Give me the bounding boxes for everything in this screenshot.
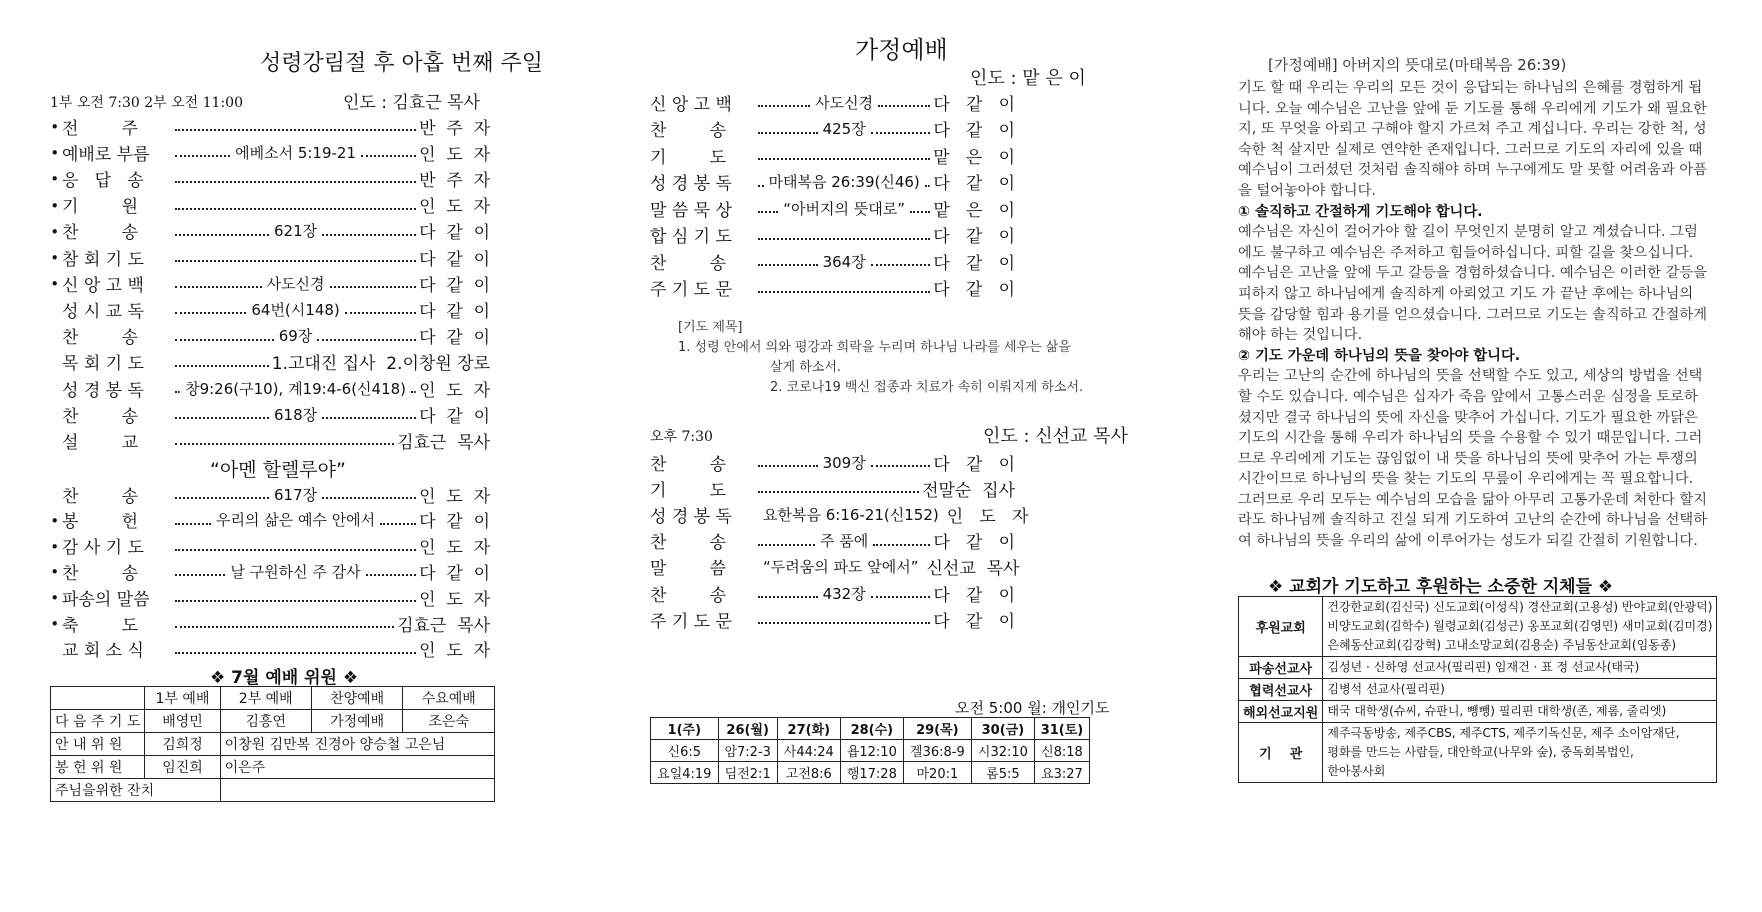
dot-leader — [910, 211, 930, 213]
dot-leader — [758, 544, 815, 546]
calendar-day: 31(토) — [1034, 718, 1089, 740]
item-label: 찬 송 — [62, 406, 139, 427]
item-detail: 432장 — [822, 584, 866, 603]
item-label: 신 앙 고 백 — [650, 94, 732, 115]
item-label: 합 심 기 도 — [650, 227, 732, 247]
support-list — [1323, 597, 1717, 657]
table-cell: 주님을위한 잔치 — [51, 779, 221, 802]
order-item — [50, 269, 490, 297]
calendar-verse: 암7:2-3 — [718, 740, 777, 762]
dot-leader — [758, 132, 818, 134]
service-times: 1부 오전 7:30 2부 오전 11:00 — [50, 95, 243, 111]
calendar-verse: 사44:24 — [777, 740, 840, 762]
subheading: ② 기도 가운데 하나님의 뜻을 찾아야 합니다. — [1238, 347, 1521, 364]
item-role: 신선교 목사 — [926, 559, 1020, 580]
item-label: 신 앙 고 백 — [62, 275, 144, 296]
order-item — [50, 374, 490, 402]
calendar-day: 29(목) — [903, 718, 971, 740]
dot-leader — [317, 339, 416, 341]
table-row — [651, 740, 1090, 762]
table-row — [51, 779, 495, 802]
calendar-verse: 시32:10 — [971, 740, 1034, 762]
support-line: 비양도교회(김학수) 월령교회(김성근) 옹포교회(김영민) 새미교회(김미경) — [1327, 619, 1713, 633]
dot-leader — [175, 208, 416, 210]
item-detail: 우리의 삶은 예수 안에서 — [215, 511, 376, 530]
support-category: 후원교회 — [1239, 597, 1323, 657]
item-label: 기 도 — [650, 480, 727, 501]
dot-leader — [175, 523, 211, 525]
item-detail: “아버지의 뜻대로” — [783, 199, 906, 218]
dot-leader — [175, 391, 180, 393]
item-role: 맡 은 이 — [933, 147, 1015, 168]
order-item — [50, 138, 490, 166]
order-item — [650, 500, 1029, 528]
item-label: 목 회 기 도 — [62, 354, 144, 375]
dot-leader — [758, 622, 930, 624]
calendar-verse: 요3:27 — [1034, 762, 1089, 784]
item-role: 인 도 자 — [419, 144, 490, 165]
table-row — [1239, 597, 1717, 657]
support-list — [1323, 679, 1717, 701]
item-role: 다 같 이 — [933, 533, 1016, 554]
dot-leader — [175, 129, 416, 131]
dot-leader — [175, 549, 416, 551]
item-role: 다 같 이 — [933, 253, 1016, 274]
order-item — [650, 474, 1015, 502]
calendar-verse: 신6:5 — [651, 740, 719, 762]
item-label: 성 경 봉 독 — [650, 506, 732, 527]
table-row — [651, 762, 1090, 784]
item-label: 찬 송 — [650, 454, 727, 475]
item-role: 반 주 자 — [419, 118, 490, 139]
table-row — [1239, 701, 1717, 723]
item-role: 다 같 이 — [933, 121, 1016, 141]
support-line: 건강한교회(김신국) 신도교회(이성식) 경산교회(고용성) 반야교회(안광덕) — [1327, 600, 1713, 614]
order-item — [650, 448, 1015, 476]
item-role: 다 같 이 — [419, 223, 491, 244]
order-item — [50, 112, 490, 140]
order-item — [50, 557, 490, 585]
table-cell: 김흥연 — [220, 710, 311, 733]
standing-mark: ∙ — [50, 195, 60, 214]
item-label: 찬 송 — [62, 486, 139, 507]
item-label: 예배로 부름 — [62, 144, 150, 165]
dot-leader — [175, 234, 269, 236]
item-label: 찬 송 — [62, 563, 139, 584]
dot-leader — [871, 596, 931, 598]
dot-leader — [175, 312, 246, 314]
order-item — [50, 322, 490, 350]
prayer-title: [기도 제목] — [678, 320, 743, 335]
item-role: 반 주 자 — [419, 170, 490, 191]
item-role: 인 도 자 — [419, 641, 490, 662]
committee-table — [50, 686, 495, 802]
dot-leader — [758, 264, 818, 266]
item-role: 다 같 이 — [419, 406, 491, 427]
item-label: 교 회 소 식 — [62, 641, 144, 662]
order-item — [50, 426, 490, 454]
dot-leader — [345, 312, 416, 314]
item-detail: 64번(시148) — [251, 300, 340, 319]
evening-service-time: 오후 7:30 — [650, 429, 713, 445]
dot-leader — [925, 185, 931, 187]
dot-leader — [871, 132, 931, 134]
item-detail: 425장 — [822, 120, 866, 138]
support-category: 해외선교지원 — [1239, 701, 1323, 723]
item-label: 찬 송 — [62, 328, 139, 349]
support-category: 기 관 — [1239, 723, 1323, 783]
dawn-prayer-label: 오전 5:00 월: 개인기도 — [955, 699, 1110, 717]
dot-leader — [758, 238, 930, 240]
table-row — [51, 733, 495, 756]
item-role: 전말순 집사 — [922, 480, 1015, 501]
item-role: 다 같 이 — [419, 512, 491, 533]
order-item — [650, 605, 1015, 633]
item-role: 다 같 이 — [419, 275, 491, 296]
table-cell: 이창원 김만복 진경아 양승철 고은님 — [220, 733, 494, 756]
item-detail: 창9:26(구10), 계19:4-6(신418) — [185, 379, 407, 398]
dot-leader — [871, 264, 931, 266]
dot-leader — [175, 600, 416, 602]
calendar-day: 28(수) — [840, 718, 903, 740]
order-item — [650, 221, 1015, 249]
support-category: 협력선교사 — [1239, 679, 1323, 701]
item-label: 전 주 — [62, 118, 139, 139]
standing-mark: ∙ — [50, 562, 60, 581]
item-role: 맡 은 이 — [933, 200, 1016, 221]
item-detail: 날 구원하신 주 감사 — [230, 562, 361, 581]
table-row — [651, 718, 1090, 740]
support-line: 평화를 만드는 사람들, 대안학교(나무와 숲), 중독회복법인, — [1327, 745, 1634, 759]
support-line: 태국 대학생(슈씨, 슈판니, 뺑뺑) 필리핀 대학생(존, 제롬, 줄리엣) — [1327, 704, 1667, 718]
standing-mark: ∙ — [50, 536, 60, 555]
table-header: 찬양예배 — [311, 687, 403, 710]
order-item — [50, 480, 490, 508]
item-role: 인 도 자 — [419, 589, 490, 610]
dot-leader — [758, 211, 778, 213]
support-category: 파송선교사 — [1239, 657, 1323, 679]
table-cell: 조은숙 — [403, 710, 495, 733]
paragraph: 기도 할 때 우리는 우리의 모든 것이 응답되는 하나님의 은혜를 경험하게 됩니다. 오늘 예수님은 고난을 앞에 둔 기도를 통해 우리에게 기도가 왜 필요한지, 또 무엇을 아뢰고 구해야 할지 가르쳐 주고 계십니다. 우리는 강한 척, 성숙한 척 살지만 실제로 연약한 존재입니다. 그러므로 기도의 자리에 있을 때 예수님이 그러셨던 것처럼 솔직해야 하며 누구에게도 말 못할 어려움과 아픔을 털어놓아야 합니다. — [1238, 80, 1708, 199]
item-label: 성 시 교 독 — [62, 301, 144, 322]
order-item — [50, 348, 490, 376]
dot-leader — [175, 652, 416, 654]
item-role: 김효근 목사 — [397, 432, 490, 453]
standing-mark: ∙ — [50, 143, 60, 162]
order-item — [50, 243, 490, 271]
order-item — [650, 247, 1015, 275]
subheading: ① 솔직하고 간절하게 기도해야 합니다. — [1238, 203, 1483, 220]
order-item — [50, 400, 490, 428]
table-header: 2부 예배 — [220, 687, 311, 710]
item-label: 응 답 송 — [62, 170, 144, 191]
order-item — [650, 274, 1015, 302]
item-detail: 617장 — [274, 485, 318, 504]
calendar-day: 26(월) — [718, 718, 777, 740]
item-detail: 마태복음 26:39(신46) — [768, 173, 920, 191]
dot-leader — [330, 286, 417, 288]
support-list — [1323, 657, 1717, 679]
item-label: 참 회 기 도 — [62, 249, 144, 270]
dot-leader — [380, 523, 416, 525]
support-list — [1323, 701, 1717, 723]
order-item — [50, 191, 490, 219]
meditation-text — [1238, 78, 1708, 552]
item-detail: “두려움의 파도 앞에서” — [763, 558, 919, 577]
item-detail: 사도신경 — [266, 274, 325, 293]
support-line: 제주극동방송, 제주CBS, 제주CTS, 제주기독신문, 제주 소이암재단, — [1327, 726, 1680, 740]
family-worship-column — [650, 0, 1150, 912]
item-label: 주 기 도 문 — [650, 280, 732, 300]
item-detail: 618장 — [274, 405, 318, 424]
item-detail: 69장 — [278, 327, 313, 346]
item-role: 다 같 이 — [419, 563, 490, 584]
item-detail: 사도신경 — [815, 93, 874, 112]
dot-leader — [322, 234, 416, 236]
calendar-verse: 요일4:19 — [651, 762, 719, 784]
item-detail: 621장 — [274, 222, 318, 241]
dot-leader — [758, 465, 818, 467]
order-item — [50, 506, 490, 534]
standing-mark: ∙ — [50, 221, 60, 240]
item-detail: 309장 — [822, 453, 866, 472]
order-item — [650, 141, 1015, 169]
table-cell: 김희정 — [145, 733, 220, 756]
standing-mark: ∙ — [50, 169, 60, 188]
item-label: 말 씀 — [650, 559, 727, 580]
dot-leader — [175, 260, 416, 262]
dot-leader — [175, 365, 269, 367]
table-cell: 다 음 주 기 도 — [51, 710, 145, 733]
item-detail: 364장 — [822, 252, 866, 271]
dot-leader — [758, 596, 818, 598]
item-role: 다 같 이 — [933, 174, 1016, 194]
dot-leader — [873, 544, 930, 546]
family-worship-leader: 인도 : 맡 은 이 — [970, 68, 1086, 89]
item-label: 말 씀 묵 상 — [650, 200, 732, 221]
item-role: 다 같 이 — [419, 249, 490, 270]
standing-mark: ∙ — [50, 117, 60, 135]
item-label: 기 원 — [62, 197, 139, 218]
evening-service-leader: 인도 : 신선교 목사 — [983, 426, 1128, 447]
dot-leader — [758, 491, 919, 493]
item-detail: 주 품에 — [820, 532, 869, 551]
prayer-item-1: 1. 성령 안에서 의와 평강과 희락을 누리며 하나님 나라를 세우는 삶을 — [678, 340, 1071, 355]
table-header: 1부 예배 — [145, 687, 220, 710]
item-role: 인 도 자 — [946, 506, 1029, 527]
standing-mark: ∙ — [50, 274, 60, 293]
calendar-day: 27(화) — [777, 718, 840, 740]
table-cell — [51, 687, 145, 710]
item-label: 찬 송 — [650, 121, 727, 141]
item-role: 인 도 자 — [419, 380, 490, 401]
table-row — [1239, 679, 1717, 701]
prayer-topics — [678, 318, 1148, 398]
dot-leader — [175, 574, 225, 576]
dot-leader — [871, 465, 931, 467]
order-item — [50, 295, 490, 323]
item-role: 다 같 이 — [419, 301, 491, 322]
support-line: 김성년 · 신하영 선교사(필리핀) 임재건 · 표 정 선교사(태국) — [1327, 660, 1640, 674]
support-line: 김병석 선교사(필리핀) — [1327, 682, 1445, 696]
item-detail: 에베소서 5:19-21 — [235, 143, 357, 162]
order-item — [650, 194, 1015, 222]
support-line: 한아봉사회 — [1327, 764, 1386, 778]
calendar-day: 1(주) — [651, 718, 719, 740]
order-item — [650, 115, 1015, 143]
order-item — [50, 532, 490, 560]
order-item — [50, 217, 490, 245]
dot-leader — [175, 286, 262, 288]
calendar-day: 30(금) — [971, 718, 1034, 740]
order-item — [650, 527, 1015, 555]
daily-verse-table — [650, 717, 1090, 784]
paragraph: 그러므로 우리 모두는 예수님의 모습을 닮아 아무리 고통가운데 처한다 할지라도 하나님께 솔직하고 진실 되게 기도하여 고난의 순간에 하나님을 선택하여 하나님의 뜻을 우리의 삶에 이루어가는 성도가 되길 간절히 기원합니다. — [1238, 491, 1708, 550]
calendar-verse: 고전8:6 — [777, 762, 840, 784]
dot-leader — [758, 105, 810, 107]
order-item — [650, 88, 1015, 116]
prayer-item-2: 2. 코로나19 백신 접종과 치료가 속히 이뤄지게 하소서. — [770, 380, 1084, 395]
table-row — [1239, 657, 1717, 679]
item-label: 기 도 — [650, 147, 727, 168]
item-role: 다 같 이 — [419, 328, 490, 349]
standing-mark: ∙ — [50, 588, 60, 607]
item-role: 다 같 이 — [933, 280, 1015, 300]
order-item — [50, 609, 490, 637]
dot-leader — [175, 443, 394, 445]
table-cell: 임진희 — [145, 756, 220, 779]
dot-leader — [758, 158, 930, 160]
committee-title: ❖ 7월 예배 위원 ❖ — [210, 668, 359, 688]
item-role: 인 도 자 — [419, 486, 491, 507]
dot-leader — [322, 497, 416, 499]
item-label: 찬 송 — [62, 223, 139, 244]
table-cell: 배영민 — [145, 710, 220, 733]
item-label: 찬 송 — [650, 533, 727, 554]
order-item — [650, 168, 1015, 196]
item-role: 1.고대진 집사 2.이창원 장로 — [271, 354, 490, 375]
dot-leader — [175, 497, 269, 499]
table-row — [51, 710, 495, 733]
dot-leader — [361, 155, 416, 157]
table-row — [51, 687, 495, 710]
paragraph: 예수님은 자신이 걸어가야 할 길이 무엇인지 분명히 알고 계셨습니다. 그럼에도 불구하고 예수님은 주저하고 힘들어하십니다. 피할 길을 찾으십니다. 예수님은 고난을 앞에 두고 갈등을 경험하셨습니다. 예수님은 이러한 갈등을 피하지 않고 하나님에게 솔직하게 아뢰었고 기도 가 끝난 후에는 하나님의 뜻을 감당할 힘과 용기를 얻으셨습니다. 그러므로 기도는 솔직하고 간절하게 해야 하는 것입니다. — [1238, 224, 1708, 344]
standing-mark: ∙ — [50, 248, 60, 266]
meditation-column — [1238, 0, 1718, 912]
calendar-verse: 행17:28 — [840, 762, 903, 784]
table-cell: 가정예배 — [311, 710, 403, 733]
table-cell: 이은주 — [220, 756, 494, 779]
standing-mark: ∙ — [50, 510, 60, 529]
paragraph: 우리는 고난의 순간에 하나님의 뜻을 선택할 수도 있고, 세상의 방법을 선택할 수도 있습니다. 예수님은 십자가 죽음 앞에서 고통스러운 심정을 토로하셨지만 결국 하나님의 뜻에 자신을 맞추어 가십니다. 기도가 필요한 까닭은 기도의 시간을 통해 우리가 하나님의 뜻을 수용할 수 있기 때문입니다. 그러므로 우리에게 기도는 끊임없이 내 뜻을 하나님의 뜻에 맞추어 가는 투쟁의 시간이므로 하나님의 뜻을 찾는 기도의 무릎이 우리에게는 꼭 필요합니다. — [1238, 368, 1703, 488]
item-label: 설 교 — [62, 432, 139, 453]
order-item — [650, 553, 1020, 581]
calendar-verse: 롬5:5 — [971, 762, 1034, 784]
calendar-verse: 마20:1 — [903, 762, 971, 784]
item-role: 김효근 목사 — [397, 615, 490, 636]
dot-leader — [411, 391, 416, 393]
support-table — [1238, 596, 1717, 783]
dot-leader — [175, 626, 394, 628]
dot-leader — [175, 155, 230, 157]
calendar-verse: 욥12:10 — [840, 740, 903, 762]
dot-leader — [758, 291, 930, 293]
dot-leader — [366, 574, 416, 576]
item-label: 감 사 기 도 — [62, 538, 144, 559]
table-cell — [220, 779, 494, 802]
standing-mark: ∙ — [50, 614, 60, 632]
table-cell: 안 내 위 원 — [51, 733, 145, 756]
calendar-verse: 겔36:8-9 — [903, 740, 971, 762]
item-role: 다 같 이 — [933, 454, 1016, 475]
page-title: 성령강림절 후 아홉 번째 주일 — [260, 51, 543, 76]
family-worship-title: 가정예배 — [855, 36, 948, 64]
support-list — [1323, 723, 1717, 783]
item-role: 인 도 자 — [419, 538, 490, 559]
calendar-verse: 딤전2:1 — [718, 762, 777, 784]
table-row — [51, 756, 495, 779]
dot-leader — [175, 339, 274, 341]
support-line: 은혜동산교회(김강혁) 고내소망교회(김용순) 주님동산교회(임동종) — [1327, 638, 1677, 652]
table-row — [1239, 723, 1717, 783]
item-role: 다 같 이 — [933, 585, 1016, 606]
item-label: 봉 헌 — [62, 512, 139, 533]
item-label: 주 기 도 문 — [650, 611, 732, 632]
item-role: 인 도 자 — [419, 197, 490, 218]
item-label: 성 경 봉 독 — [62, 380, 144, 401]
sunday-order-column — [50, 0, 560, 912]
item-role: 다 같 이 — [933, 227, 1015, 247]
dot-leader — [322, 417, 416, 419]
item-role: 다 같 이 — [933, 94, 1016, 115]
support-title: ❖ 교회가 기도하고 후원하는 소중한 지체들 ❖ — [1268, 577, 1614, 597]
item-label: 찬 송 — [650, 585, 727, 606]
dot-leader — [175, 181, 416, 183]
meditation-header: [가정예배] 아버지의 뜻대로(마태복음 26:39) — [1268, 56, 1567, 74]
calendar-verse: 신8:18 — [1034, 740, 1089, 762]
order-item — [50, 583, 490, 611]
dot-leader — [878, 105, 930, 107]
order-item — [50, 635, 490, 663]
order-item — [650, 579, 1015, 607]
item-label: 축 도 — [62, 615, 139, 636]
item-label: 성 경 봉 독 — [650, 174, 732, 194]
prayer-item-1-cont: 살게 하소서. — [770, 360, 842, 375]
table-cell: 봉 헌 위 원 — [51, 756, 145, 779]
sermon-title: “아멘 할렐루야” — [210, 459, 346, 481]
service-leader: 인도 : 김효근 목사 — [343, 93, 480, 113]
dot-leader — [175, 417, 269, 419]
item-label: 파송의 말씀 — [62, 589, 150, 610]
table-header: 수요예배 — [403, 687, 495, 710]
order-item — [50, 164, 490, 192]
dot-leader — [758, 185, 764, 187]
item-role: 다 같 이 — [933, 611, 1015, 632]
item-detail: 요한복음 6:16-21(신152) — [763, 505, 939, 524]
item-label: 찬 송 — [650, 253, 727, 274]
